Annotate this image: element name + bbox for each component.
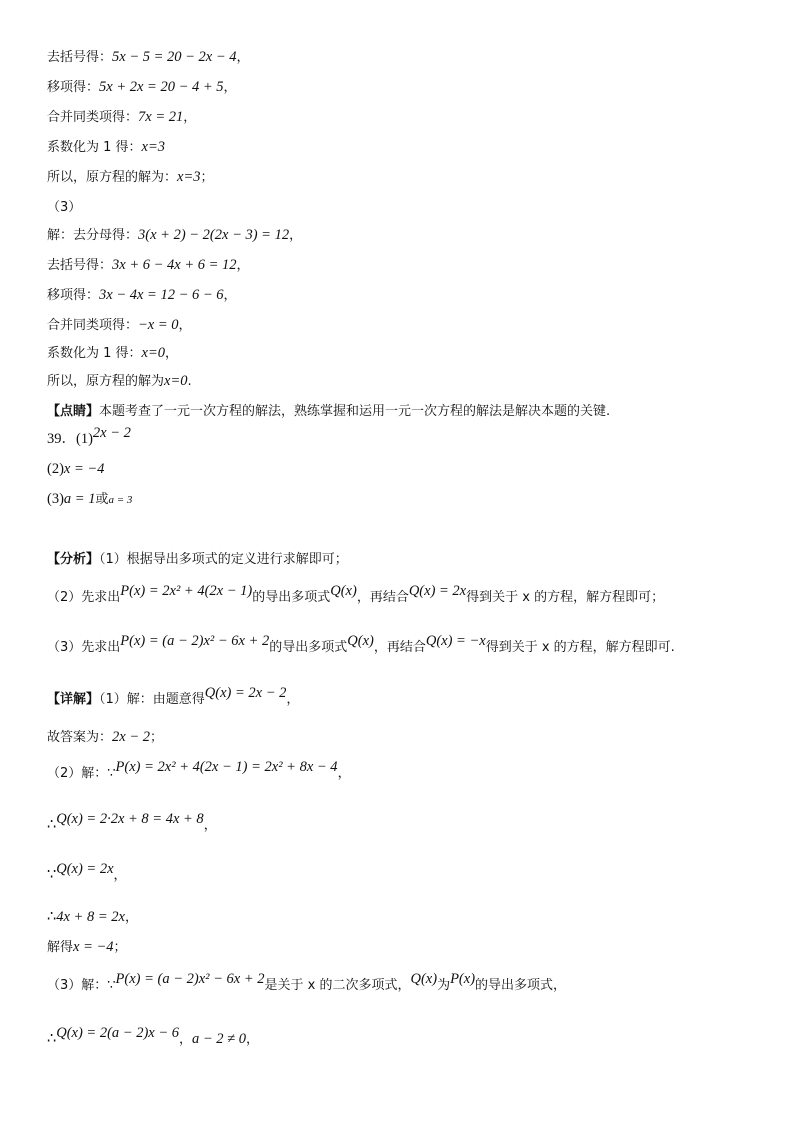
detail-part-2-line-2: ∴Q(x) = 2·2x + 8 = 4x + 8， [47, 811, 217, 833]
analysis-line-2: （2）先求出P(x) = 2x² + 4(2x − 1)的导出多项式Q(x)，再结合Q(x) = 2x得到关于 x 的方程，解方程即可； [47, 583, 665, 605]
line-combine: 合并同类项得：7x = 21， [47, 109, 197, 125]
part-3-heading: （3） [47, 200, 82, 215]
line-transpose-2: 移项得：3x − 4x = 12 − 6 − 6， [47, 287, 237, 303]
detail-answer-1: 故答案为：2x − 2； [47, 729, 164, 745]
line-coefficient-2: 系数化为 1 得：x=0， [47, 345, 179, 361]
line-transpose: 移项得：5x + 2x = 20 − 4 + 5， [47, 79, 237, 95]
line-combine-2: 合并同类项得：−x = 0， [47, 317, 192, 333]
detail-part-2-line-5: 解得x = −4； [47, 939, 127, 955]
detail-part-2-line-3: ∵Q(x) = 2x， [47, 861, 127, 883]
answer-39-part-3: (3)a = 1或a = 3 [47, 491, 133, 507]
line-remove-brackets: 去括号得：5x − 5 = 20 − 2x − 4， [47, 49, 250, 65]
analysis-line-3: （3）先求出P(x) = (a − 2)x² − 6x + 2的导出多项式Q(x)，再结合Q(x) = −x得到关于 x 的方程，解方程即可. [47, 633, 675, 655]
remark-line: 【点睛】本题考查了一元一次方程的解法，熟练掌握和运用一元一次方程的解法是解决本题的关键. [47, 404, 611, 419]
line-coefficient: 系数化为 1 得：x=3 [47, 139, 166, 155]
line-solution-2: 所以，原方程的解为x=0. [47, 373, 192, 389]
detail-part-3-line-2: ∴Q(x) = 2(a − 2)x − 6，a − 2 ≠ 0， [47, 1025, 260, 1047]
detail-line-1: 【详解】（1）解：由题意得Q(x) = 2x − 2， [47, 685, 300, 707]
analysis-line-1: 【分析】（1）根据导出多项式的定义进行求解即可； [47, 552, 348, 567]
line-solution: 所以，原方程的解为：x=3； [47, 169, 214, 185]
line-remove-brackets-2: 去括号得：3x + 6 − 4x + 6 = 12， [47, 257, 250, 273]
detail-part-2-line-4: ∴4x + 8 = 2x， [47, 909, 138, 925]
answer-39-part-1: 39．(1)2x − 2 [47, 425, 131, 447]
detail-part-3-line-1: （3）解：∵P(x) = (a − 2)x² − 6x + 2是关于 x 的二次多项式，Q(x)为P(x)的导出多项式， [47, 971, 567, 993]
line-clear-denominator: 解：去分母得：3(x + 2) − 2(2x − 3) = 12， [47, 227, 303, 243]
answer-39-part-2: (2)x = −4 [47, 461, 105, 477]
detail-part-2-line-1: （2）解：∵P(x) = 2x² + 4(2x − 1) = 2x² + 8x − 4， [47, 759, 351, 781]
